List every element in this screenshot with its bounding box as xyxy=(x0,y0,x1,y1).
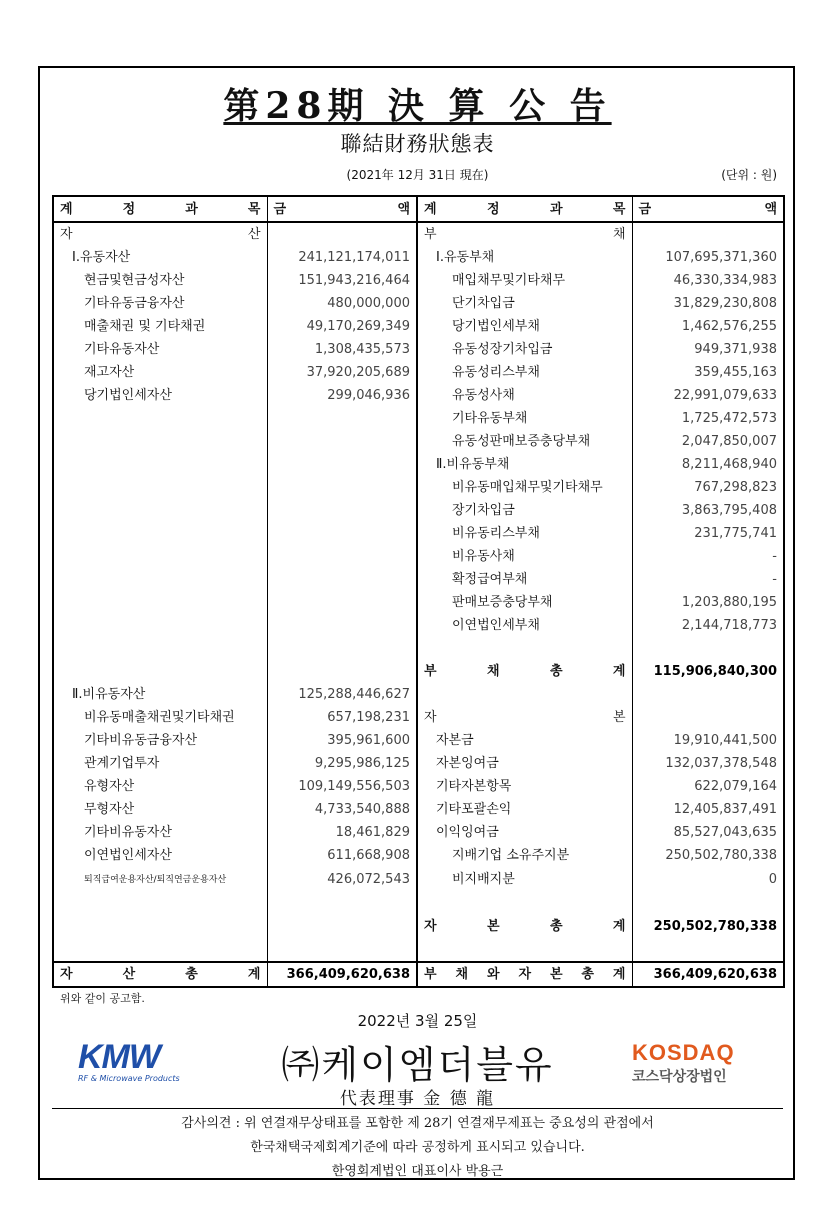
left-amount-cell xyxy=(267,453,417,476)
right-account-cell xyxy=(417,660,632,683)
audit-opinion-line-1: 감사의견 : 위 연결재무상태표를 포함한 제 28기 연결재무제표는 중요성의 관점에서 xyxy=(181,1116,654,1131)
left-amount-cell: 657,198,231 xyxy=(267,706,417,729)
left-account-cell xyxy=(53,222,267,246)
header-right-amount xyxy=(632,196,784,222)
balance-sheet-table xyxy=(52,195,785,988)
right-account-cell xyxy=(417,892,632,915)
right-amount-cell: 132,037,378,548 xyxy=(632,752,784,775)
spread-label xyxy=(424,223,626,246)
account-label: 기타유동자산 xyxy=(84,342,160,357)
left-account-cell xyxy=(53,246,267,269)
table-row xyxy=(53,867,784,892)
table-row xyxy=(53,453,784,476)
left-account-cell xyxy=(53,821,267,844)
spread-label xyxy=(60,223,261,246)
spread-char: 총 xyxy=(549,919,563,934)
left-amount-cell: 9,295,986,125 xyxy=(267,752,417,775)
table-row xyxy=(53,545,784,568)
left-account-cell xyxy=(53,269,267,292)
account-label: 비유동매입채무및기타채무 xyxy=(452,480,603,495)
right-amount-cell: 22,991,079,633 xyxy=(632,384,784,407)
right-account-cell xyxy=(417,499,632,522)
right-amount-cell: - xyxy=(632,545,784,568)
account-label: 퇴직급여운용자산/퇴직연금운용자산 xyxy=(84,875,227,885)
right-amount-cell: 1,462,576,255 xyxy=(632,315,784,338)
spread-char: 금 xyxy=(273,201,287,217)
right-amount-cell: 8,211,468,940 xyxy=(632,453,784,476)
left-account-cell xyxy=(53,453,267,476)
left-account-cell xyxy=(53,614,267,637)
account-label: 이연법인세부채 xyxy=(452,618,540,633)
right-account-cell xyxy=(417,867,632,892)
audit-opinion-line-2: 한국채택국제회계기준에 따라 공정하게 표시되고 있습니다. xyxy=(250,1140,585,1155)
left-amount-cell xyxy=(267,915,417,938)
left-account-cell xyxy=(53,430,267,453)
left-account-cell xyxy=(53,915,267,938)
spread-char: 자 xyxy=(518,967,532,982)
right-account-cell xyxy=(417,706,632,729)
right-account-cell xyxy=(417,821,632,844)
account-label: 비유동리스부채 xyxy=(452,526,540,541)
spread-char: 자 xyxy=(424,919,437,934)
right-account-cell xyxy=(417,222,632,246)
left-amount-cell xyxy=(267,660,417,683)
account-label: 기타자본항목 xyxy=(436,779,512,794)
spread-char: 부 xyxy=(424,664,437,679)
table-row xyxy=(53,775,784,798)
spread-char: 정 xyxy=(122,201,136,217)
right-account-cell xyxy=(417,476,632,499)
left-account-cell xyxy=(53,545,267,568)
spread-char: 채 xyxy=(455,967,469,982)
table-row xyxy=(53,962,784,987)
right-amount-cell: - xyxy=(632,568,784,591)
left-amount-cell xyxy=(267,892,417,915)
left-amount-cell xyxy=(267,499,417,522)
right-amount-cell: 949,371,938 xyxy=(632,338,784,361)
left-account-cell xyxy=(53,706,267,729)
left-amount-cell: 151,943,216,464 xyxy=(267,269,417,292)
spread-char: 과 xyxy=(185,201,198,217)
right-account-cell xyxy=(417,752,632,775)
right-amount-cell xyxy=(632,938,784,962)
spread-char: 부 xyxy=(424,967,437,982)
left-amount-cell: 299,046,936 xyxy=(267,384,417,407)
table-row xyxy=(53,683,784,706)
account-label: Ⅱ.비유동부채 xyxy=(436,457,510,472)
left-account-cell xyxy=(53,568,267,591)
right-account-cell xyxy=(417,338,632,361)
divider xyxy=(52,1108,783,1109)
table-row xyxy=(53,821,784,844)
publish-date: 2022년 3월 25일 xyxy=(357,1012,478,1030)
table-row xyxy=(53,522,784,545)
right-amount-cell: 366,409,620,638 xyxy=(632,962,784,987)
right-amount-cell: 107,695,371,360 xyxy=(632,246,784,269)
left-amount-cell: 241,121,174,011 xyxy=(267,246,417,269)
left-amount-cell xyxy=(267,591,417,614)
right-account-cell xyxy=(417,798,632,821)
table-row xyxy=(53,591,784,614)
table-row xyxy=(53,338,784,361)
account-label: 유동성사채 xyxy=(452,388,515,403)
left-account-cell xyxy=(53,361,267,384)
right-amount-cell: 2,144,718,773 xyxy=(632,614,784,637)
kmw-tagline: RF & Microwave Products xyxy=(78,1074,180,1083)
table-row xyxy=(53,752,784,775)
left-account-cell xyxy=(53,683,267,706)
left-account-cell xyxy=(53,752,267,775)
left-account-cell xyxy=(53,338,267,361)
company-name: ㈜케이엠더블유 xyxy=(281,1043,554,1087)
account-label: 유형자산 xyxy=(84,779,135,794)
table-row xyxy=(53,246,784,269)
left-account-cell xyxy=(53,892,267,915)
left-account-cell xyxy=(53,637,267,660)
account-label: 유동성장기차입금 xyxy=(452,342,553,357)
right-account-cell xyxy=(417,315,632,338)
left-account-cell xyxy=(53,522,267,545)
spread-label xyxy=(424,660,626,683)
table-row xyxy=(53,798,784,821)
left-account-cell xyxy=(53,798,267,821)
kosdaq-logo-text: KOSDAQ xyxy=(632,1040,735,1065)
left-account-cell xyxy=(53,844,267,867)
table-row xyxy=(53,499,784,522)
spread-char: 총 xyxy=(581,967,594,982)
spread-char: 금 xyxy=(638,201,652,217)
table-row xyxy=(53,637,784,660)
left-account-cell xyxy=(53,962,267,987)
right-account-cell xyxy=(417,522,632,545)
left-account-cell xyxy=(53,867,267,892)
spread-char: 본 xyxy=(486,919,500,934)
left-account-cell xyxy=(53,407,267,430)
right-amount-cell: 250,502,780,338 xyxy=(632,915,784,938)
account-label: 무형자산 xyxy=(84,802,135,817)
spread-char: 목 xyxy=(247,201,261,217)
account-label: Ⅰ.유동부채 xyxy=(436,250,495,265)
right-account-cell xyxy=(417,614,632,637)
account-label: 관계기업투자 xyxy=(84,756,160,771)
spread-label xyxy=(424,963,626,986)
table-row xyxy=(53,729,784,752)
left-amount-cell xyxy=(267,568,417,591)
right-amount-cell xyxy=(632,222,784,246)
right-account-cell xyxy=(417,962,632,987)
left-amount-cell: 37,920,205,689 xyxy=(267,361,417,384)
left-amount-cell xyxy=(267,637,417,660)
left-amount-cell: 395,961,600 xyxy=(267,729,417,752)
account-label: 기타유동부채 xyxy=(452,411,528,426)
header-left-account xyxy=(53,196,267,222)
right-account-cell xyxy=(417,292,632,315)
right-account-cell xyxy=(417,844,632,867)
left-amount-cell: 366,409,620,638 xyxy=(267,962,417,987)
right-amount-cell: 622,079,164 xyxy=(632,775,784,798)
spread-char: 계 xyxy=(612,967,626,982)
account-label: 자본잉여금 xyxy=(436,756,499,771)
table-row xyxy=(53,384,784,407)
left-account-cell xyxy=(53,660,267,683)
auditor-signature: 한영회계법인 대표이사 박용근 xyxy=(331,1164,504,1179)
right-account-cell xyxy=(417,545,632,568)
account-label: 당기법인세자산 xyxy=(84,388,172,403)
right-amount-cell: 31,829,230,808 xyxy=(632,292,784,315)
spread-char: 계 xyxy=(612,664,626,679)
right-account-cell xyxy=(417,384,632,407)
spread-char: 계 xyxy=(424,201,437,217)
right-account-cell xyxy=(417,938,632,962)
account-label: 매출채권 및 기타채권 xyxy=(84,319,206,334)
spread-char: 계 xyxy=(247,967,261,982)
left-account-cell xyxy=(53,292,267,315)
table-row xyxy=(53,222,784,246)
spread-char: 정 xyxy=(486,201,500,217)
right-account-cell xyxy=(417,246,632,269)
right-amount-cell: 46,330,334,983 xyxy=(632,269,784,292)
left-amount-cell: 611,668,908 xyxy=(267,844,417,867)
table-header-row xyxy=(53,196,784,222)
right-amount-cell: 85,527,043,635 xyxy=(632,821,784,844)
spread-char: 자 xyxy=(424,710,437,725)
right-amount-cell: 231,775,741 xyxy=(632,522,784,545)
left-amount-cell xyxy=(267,430,417,453)
spread-char: 본 xyxy=(549,967,563,982)
account-label: 기타비유동자산 xyxy=(84,825,172,840)
account-label: 기타유동금융자산 xyxy=(84,296,185,311)
spread-char: 본 xyxy=(612,710,626,725)
left-amount-cell xyxy=(267,545,417,568)
spread-char: 부 xyxy=(424,227,437,242)
right-amount-cell: 1,203,880,195 xyxy=(632,591,784,614)
table-row xyxy=(53,292,784,315)
left-account-cell xyxy=(53,729,267,752)
right-amount-cell: 115,906,840,300 xyxy=(632,660,784,683)
account-label: 이익잉여금 xyxy=(436,825,499,840)
table-row xyxy=(53,269,784,292)
left-account-cell xyxy=(53,591,267,614)
account-label: 비유동매출채권및기타채권 xyxy=(84,710,235,725)
left-amount-cell: 49,170,269,349 xyxy=(267,315,417,338)
account-label: 단기차입금 xyxy=(452,296,515,311)
table-row xyxy=(53,915,784,938)
right-amount-cell xyxy=(632,892,784,915)
right-amount-cell: 12,405,837,491 xyxy=(632,798,784,821)
left-account-cell xyxy=(53,499,267,522)
account-label: 당기법인세부채 xyxy=(452,319,540,334)
spread-char: 산 xyxy=(247,227,261,242)
left-amount-cell: 4,733,540,888 xyxy=(267,798,417,821)
spread-char: 채 xyxy=(612,227,626,242)
spread-char: 계 xyxy=(60,201,73,217)
left-amount-cell: 480,000,000 xyxy=(267,292,417,315)
right-amount-cell: 250,502,780,338 xyxy=(632,844,784,867)
account-label: Ⅱ.비유동자산 xyxy=(72,687,146,702)
right-account-cell xyxy=(417,637,632,660)
right-account-cell xyxy=(417,683,632,706)
spread-label xyxy=(60,963,261,986)
table-row xyxy=(53,476,784,499)
left-amount-cell xyxy=(267,476,417,499)
right-amount-cell: 767,298,823 xyxy=(632,476,784,499)
account-label: 기타비유동금융자산 xyxy=(84,733,198,748)
table-row xyxy=(53,892,784,915)
right-amount-cell: 2,047,850,007 xyxy=(632,430,784,453)
notice-note: 위와 같이 공고함. xyxy=(60,992,145,1005)
left-amount-cell xyxy=(267,407,417,430)
header-left-amount xyxy=(267,196,417,222)
account-label: 이연법인세자산 xyxy=(84,848,172,863)
account-label: 자본금 xyxy=(436,733,474,748)
right-amount-cell xyxy=(632,683,784,706)
kosdaq-logo xyxy=(632,1040,772,1086)
kosdaq-tagline: 코스닥상장법인 xyxy=(632,1069,727,1085)
left-amount-cell xyxy=(267,522,417,545)
spread-char: 자 xyxy=(60,227,73,242)
left-account-cell xyxy=(53,384,267,407)
right-amount-cell: 359,455,163 xyxy=(632,361,784,384)
right-account-cell xyxy=(417,729,632,752)
spread-char: 과 xyxy=(549,201,563,217)
spread-char: 산 xyxy=(122,967,136,982)
account-label: 장기차입금 xyxy=(452,503,515,518)
table-row xyxy=(53,315,784,338)
right-account-cell xyxy=(417,591,632,614)
spread-char: 자 xyxy=(60,967,73,982)
table-row xyxy=(53,844,784,867)
left-account-cell xyxy=(53,775,267,798)
account-label: 유동성판매보증충당부채 xyxy=(452,434,591,449)
table-row xyxy=(53,407,784,430)
spread-char: 총 xyxy=(549,664,563,679)
table-row xyxy=(53,430,784,453)
right-account-cell xyxy=(417,775,632,798)
account-label: 재고자산 xyxy=(84,365,135,380)
table-row xyxy=(53,938,784,962)
right-amount-cell: 3,863,795,408 xyxy=(632,499,784,522)
unit-label: (단위 : 원) xyxy=(721,168,777,182)
table-row xyxy=(53,568,784,591)
statement-title: 聯結財務狀態表 xyxy=(340,132,495,156)
right-account-cell xyxy=(417,915,632,938)
right-account-cell xyxy=(417,568,632,591)
account-label: 현금및현금성자산 xyxy=(84,273,185,288)
left-account-cell xyxy=(53,938,267,962)
kmw-logo-text: KMW xyxy=(78,1038,160,1076)
spread-char: 채 xyxy=(486,664,500,679)
right-account-cell xyxy=(417,407,632,430)
left-amount-cell: 18,461,829 xyxy=(267,821,417,844)
account-label: 비지배지분 xyxy=(452,872,515,887)
spread-char: 목 xyxy=(612,201,626,217)
spread-char: 액 xyxy=(764,201,777,217)
account-label: 매입채무및기타채무 xyxy=(452,273,566,288)
left-account-cell xyxy=(53,476,267,499)
account-label: 비유동사채 xyxy=(452,549,515,564)
account-label: 유동성리스부채 xyxy=(452,365,540,380)
right-amount-cell: 0 xyxy=(632,867,784,892)
table-row xyxy=(53,614,784,637)
right-amount-cell: 1,725,472,573 xyxy=(632,407,784,430)
spread-label xyxy=(424,915,626,938)
table-row xyxy=(53,706,784,729)
left-account-cell xyxy=(53,315,267,338)
account-label: Ⅰ.유동자산 xyxy=(72,250,131,265)
left-amount-cell: 109,149,556,503 xyxy=(267,775,417,798)
statement-date: (2021年 12月 31日 現在) xyxy=(346,168,489,182)
header-right-account xyxy=(417,196,632,222)
right-account-cell xyxy=(417,269,632,292)
account-label: 지배기업 소유주지분 xyxy=(452,848,570,863)
right-account-cell xyxy=(417,453,632,476)
notice-title: 第28期 決 算 公 告 xyxy=(223,85,612,127)
spread-char: 액 xyxy=(397,201,410,217)
right-amount-cell: 19,910,441,500 xyxy=(632,729,784,752)
left-amount-cell xyxy=(267,614,417,637)
spread-char: 총 xyxy=(185,967,198,982)
spread-char: 와 xyxy=(486,967,500,982)
left-amount-cell: 125,288,446,627 xyxy=(267,683,417,706)
account-label: 확정급여부채 xyxy=(452,572,528,587)
left-amount-cell: 426,072,543 xyxy=(267,867,417,892)
left-amount-cell: 1,308,435,573 xyxy=(267,338,417,361)
spread-label xyxy=(424,706,626,729)
account-label: 기타포괄손익 xyxy=(436,802,512,817)
left-amount-cell xyxy=(267,938,417,962)
right-account-cell xyxy=(417,430,632,453)
ceo-name: 代表理事 金 德 龍 xyxy=(339,1089,496,1109)
table-row xyxy=(53,660,784,683)
spread-char: 계 xyxy=(612,919,626,934)
table-row xyxy=(53,361,784,384)
account-label: 판매보증충당부채 xyxy=(452,595,553,610)
right-amount-cell xyxy=(632,706,784,729)
left-amount-cell xyxy=(267,222,417,246)
right-account-cell xyxy=(417,361,632,384)
right-amount-cell xyxy=(632,637,784,660)
